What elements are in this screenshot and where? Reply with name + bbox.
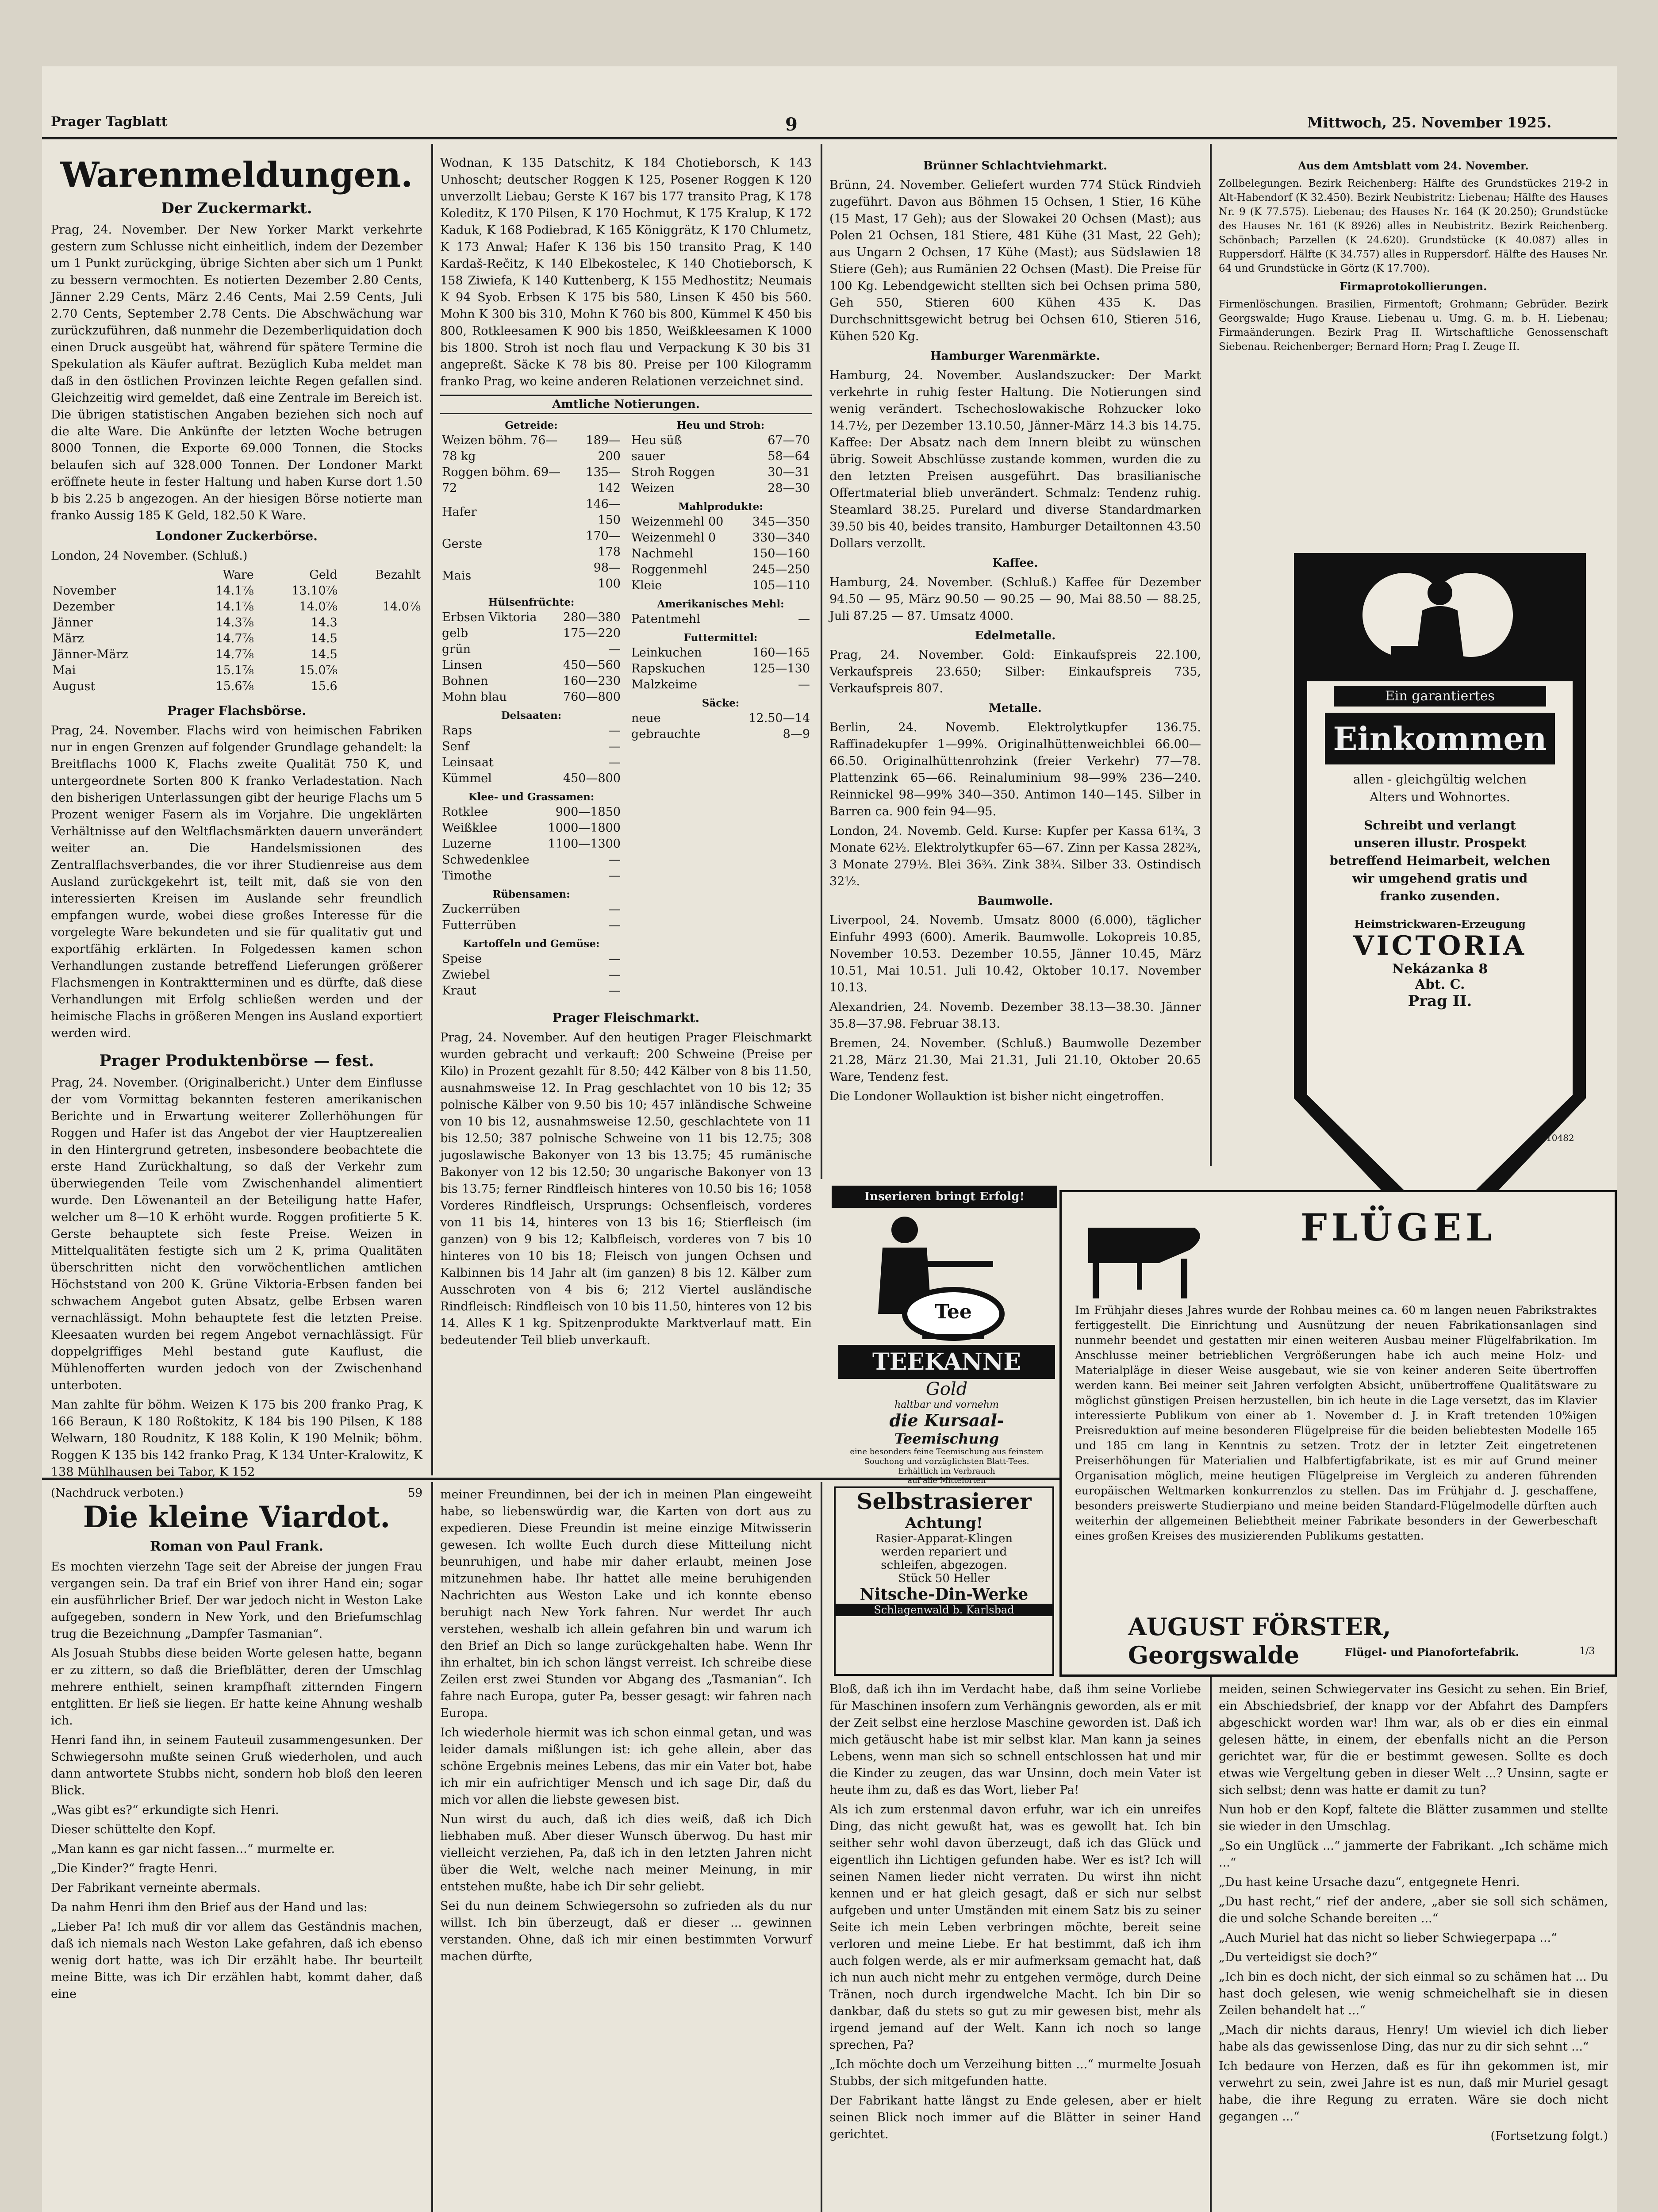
teekanne-ad: Tee TEEKANNE Gold haltbar und vornehm die Kursaal- Teemischung eine besonders feine Teemischung aus feinstem Souchong und vorzüglichsten Blatt-Tees. Erhältlich im Verbrauch auf alle Mittelorten <box>838 1212 1055 1478</box>
paper-name: Prager Tagblatt <box>51 114 168 130</box>
reprint-notice: (Nachdruck verboten.) <box>51 1486 184 1500</box>
table-row: Jänner-März 14.7⅞ 14.5 <box>53 648 338 661</box>
knitting-woman-icon <box>1338 562 1542 672</box>
novel-title: Die kleine Viardot. <box>83 1500 391 1534</box>
table-row: Dezember 14.1⅞ 14.0⅞ 14.0⅞ <box>53 600 421 614</box>
article-text: Firmenlöschungen. Brasilien, Firmentoft; Grohmann; Gebrüder. Bezirk Georgswalde; Hugo Krause. Liebenau u. Umg. G. m. b. H. Liebenau; Firmaänderungen. Bezirk Prag II. Wirtschaftliche Genossenschaft Siebenau. Reichenberger; Bernard Horn; Prag I. Zeuge II. <box>1219 299 1608 353</box>
article-text: Zollbelegungen. Bezirk Reichenberg: Hälfte des Grundstückes 219-2 in Alt-Habendorf (K 32.450). Bezirk Neubistritz: Liebenau; Hälfte des Hauses Nr. 9 (K 77.575). Liebenau; des Hauses Nr. 164 (K 20.250); Grundstücke des Hauses Nr. 161 (K 8926) alles in Neubistritz. Bezirk Reichenberg. Schönbach; Parzellen (K 24.620). Grundstücke (K 40.087) alles in Ruppersdorf. Hälfte (K 34.757) alles in Ruppersdorf. Hälfte des Hauses Nr. 64 und Grundstücke in Görtz (K 17.700). <box>1219 178 1608 274</box>
brand-name: TEEKANNE <box>838 1345 1055 1379</box>
novel-column-2: meiner Freundinnen, bei der ich in meinen Plan eingeweiht habe, so liebenswürdig war, die Karten von dort aus zu expedieren. Diese Freundin ist meine einzige Mitwisserin gewesen. Ich wollte Euch durch diese Mitteilung nicht beunruhigen, und habe mir daher erlaubt, meinen Jose mitzunehmen habe. Ihr hattet alle meine beruhigenden Nachrichten aus Weston Lake und ich konnte ebenso beruhigt nach New York fahren. Nur werdet Ihr auch verstehen, weshalb ich allein gefahren bin und warum ich den Brief an Dich so lange zurückgehalten habe. Wenn Ihr ihn erhaltet, bin ich schon längst verreist. Ich schreibe diese Zeilen erst zwei Stunden vor Abgang des „Tasmanian“. Ich fahre nach Europa, guter Pa, besser gesagt: wir fahren nach Europa. Ich wiederhole hiermit was ich schon einmal getan, und was leider damals mißlungen ist: ich gehe allein, aber das schöne Ergebnis meines Lebens, das mir ein Vater bot, habe ich mir ein aufrichtiger Mensch und ich sage Dir, daß du mich vor allen die liebste gewesen bist. Nun wirst du auch, daß ich dies weiß, daß ich Dich liebhaben muß. Aber dieser Wunsch überwog. Du hast mir vielleicht verziehen, Pa, daß ich in den letzten Jahren nicht über die Welt, welche nach meiner Meinung, in mir entstehen mußte, habe ich Dir sehr geliebt. Sei du nun deinem Schwiegersohn so zufrieden als du nur willst. Ich bin überzeugt, daß er dieser ... gewinnen verstanden. Ohne, daß ich mir einen bestimmten Vorwurf machen dürfte, <box>440 1488 812 1963</box>
column-header: Geld <box>309 568 338 582</box>
continued-notice: (Fortsetzung folgt.) <box>1490 2129 1608 2143</box>
article-heading: Hamburger Warenmärkte. <box>930 349 1100 363</box>
novel-column-3: Bloß, daß ich ihn im Verdacht habe, daß ihm seine Vorliebe für Maschinen insofern zum Verhängnis geworden, als er mit der Zeit selbst eine herzlose Maschine geworden ist. Daß ich mich getäuscht habe ist mir selbst klar. Man kann ja seines Lebens, wenn man sich so schnell entschlossen hat und mir die Kinder zu zeugen, das war Unsinn, doch mein Vater ist heute ihm zu, daß es das Wort, lieber Pa! Als ich zum erstenmal davon erfuhr, war ich ein unreifes Ding, das nicht gewußt hat, was es gewollt hat. Ich bin seither sehr wohl davon überzeugt, daß ich das Glück und eigentlich ihn Lichtigen gefunden habe. Wer es ist? Ich will seinen Namen lieder nicht verraten. Du wirst ihn nicht kennen und er hat gleich gesagt, daß er sich nur selbst aufgeben und unter Umständen mit einem Satz bis zu seiner Seite ich mein Leben verbringen möchte, bereit seine verloren und meine Liebe. Er hat bestimmt, daß ich ihm auch folgen werde, als er mir aufmerksam gemacht hat, daß ich nun auch nicht mehr zu entgehen vermöge, durch Deine Tränen, noch durch irgendwelche Macht. Ich bin Dir so dankbar, daß du stets so gut zu mir gewesen bist, mehr als irgend jemand auf der Welt. Kann ich noch so lange sprechen, Pa? „Ich möchte doch um Verzeihung bitten ...“ murmelte Josuah Stubbs, der sich mitgefunden hatte. Der Fabrikant hatte längst zu Ende gelesen, aber er hielt seinen Blick noch immer auf die Blätter in seiner Hand gerichtet. <box>829 1682 1201 2141</box>
article-heading: Prager Fleischmarkt. <box>552 1010 700 1025</box>
novel-column-1: (Nachdruck verboten.) 59 Die kleine Viardot. Roman von Paul Frank. Es mochten vierzehn Tage seit der Abreise der jungen Frau vergangen sein. Da traf ein Brief von ihrer Hand ein; sogar ein ausführlicher Brief. Der war jedoch nicht in Weston Lake aufgegeben, sondern in New York, und den Briefumschlag trug die Bezeichnung „Dampfer Tasmanian“. Als Josuah Stubbs diese beiden Worte gelesen hatte, begann er zu zittern, so daß die Briefblätter, deren der Umschlag mehrere enthielt, seinen krampfhaft zitternden Fingern entglitten. Er ließ sie liegen. Er hatte keine Ahnung weshalb ich. Henri fand ihn, in seinem Fauteuil zusammengesunken. Der Schwiegersohn mußte seinen Gruß wiederholen, und auch dann antwortete Stubbs nicht, sondern hob bloß den leeren Blick. „Was gibt es?“ erkundigte sich Henri. Dieser schüttelte den Kopf. „Man kann es gar nicht fassen...“ murmelte er. „Die Kinder?“ fragte Henri. Der Fabrikant verneinte abermals. Da nahm Henri ihm den Brief aus der Hand und las: „Lieber Pa! Ich muß dir vor allem das Geständnis machen, daß ich niemals nach Weston Lake gefahren, daß ich ebenso wenig dort hatte, was ich Dir erzählt habe. Ihr beurteilt meine Bitte, was ich Dir erzählen habt, kommt daher, daß eine <box>51 1486 422 2001</box>
article-text: Bremen, 24. November. (Schluß.) Baumwolle Dezember 21.28, März 21.30, Mai 21.31, Juli 21.10, Oktober 20.65 Ware, Tendenz fest. <box>829 1037 1201 1084</box>
article-heading: Baumwolle. <box>977 895 1053 908</box>
newspaper-page <box>42 66 1617 2212</box>
article-heading: Prager Flachsbörse. <box>167 703 306 718</box>
column-rule <box>821 1482 822 2212</box>
piano-icon <box>1079 1210 1212 1307</box>
column-2 <box>440 155 812 1473</box>
table-row: Mai 15.1⅞ 15.0⅞ <box>53 664 338 677</box>
article-text: Prag, 24. November. Auf den heutigen Prager Fleischmarkt wurden gebracht und verkauft: 200 Schweine (Preise per Kilo) in Prozent gezahlt für 8.50; 442 Kälber von 8 bis 11.50, ausnahmsweise 12. In Prag geschlachtet von 10 bis 12; 35 polnische Kälber von 9.50 bis 10; 457 inländische Schweine von 10 bis 12, ausnahmsweise 12.50, geschlachtete von 11 bis 12.50; 387 polnische Schweine von 11 bis 12.75; 308 jugoslawische Bakonyer von 13 bis 13.75; 45 rumänische Bakonyer von 12 bis 12.50; 30 ungarische Bakonyer von 13 bis 13.75; ferner Rindfleisch hinteres von 10.50 bis 16; 1058 Vorderes Rindfleisch, Ursprungs: Ochsenfleisch, vorderes von 11 bis 14, hinteres von 13 bis 16; Stierfleisch (im ganzen) von 9 bis 12; Kalbfleisch, vorderes von 7 bis 10 hinteres von 10 bis 18; Fleisch von jungen Ochsen und Kalbinnen bis 14 Jahr alt (im ganzen) 8 bis 12. Kälber zum Ausschroten von 4 bis 6; 212 Viertel ausländische Rindfleisch: Rindfleisch von 10 bis 11.50, hinteres von 12 bis 14. Alles K 1 kg. Spitzenprodukte Marktverlauf matt. Ein bedeutender Teil blieb unverkauft. <box>440 1031 812 1347</box>
novel-author: Roman von Paul Frank. <box>150 1539 323 1554</box>
razor-ad: Selbstrasierer Achtung! Rasier-Apparat-Klingen werden repariert und schleifen, abgezogen. Stück 50 Heller Nitsche-Din-Werke Schlagenwald b. Karlsbad <box>834 1486 1054 1676</box>
article-text: Berlin, 24. Novemb. Elektrolytkupfer 136.75. Raffinadekupfer 1—99%. Originalhüttenweichblei 66.00—66.50. Originalhüttenrohzink (freier Verkehr) 77—78. Plattenzink 65—66. Reinaluminium 98—99% 236—240. Reinnickel 98—99% 340—350. Antimon 140—145. Silber in Barren ca. 900 fein 94—95. <box>829 721 1201 818</box>
quotes-left: Getreide: Weizen böhm. 76—78 kg 189—200 Roggen böhm. 69—72 135—142 Hafer 146—150 Gerste 170—178 Mais 98—100 Hülsenfrüchte: Erbsen Viktoria 280—380 gelb 175—220 grün — Linsen 450—560 Bohnen 160—230 Mohn blau 760—800 Delsaaten: Raps — Senf — Leinsaat — Kümmel 450—800 Klee- und Grassamen: Rotklee 900—1850 Weißklee 1000—1800 Luzerne 1100—1300 Schwedenklee — Timothe — Rübensamen: Zuckerrüben — Futterrüben — Kartoffeln und Gemüse: Speise — Zwiebel — Kraut — <box>442 419 621 998</box>
article-text: Prag, 24. November. Der New Yorker Markt verkehrte gestern zum Schlusse nicht einheitlich, indem der Dezember um 1 Punkt zurückging, übrige Sichten aber sich um 1 Punkt zu bessern vermochten. Es notierten Dezember 2.80 Cents, Jänner 2.29 Cents, März 2.46 Cents, Mai 2.59 Cents, Juli 2.70 Cents, September 2.78 Cents. Die Abschwächung war zurückzuführen, daß nunmehr die Dezemberliquidation doch einen Druck ausgeübt hat, während für spätere Termine die Spekulation als Käufer auftrat. Bezüglich Kuba meldet man daß in den östlichen Provinzen leichte Regen gefallen sind. Gleichzeitig wird gemeldet, daß eine Zentrale im Bereich ist. Die übrigen statistischen Angaben beziehen sich noch auf die alte Ware. Die Ankünfte der letzten Woche betrugen 8000 Tonnen, die Exporte 69.000 Tonnen, die Stocks belaufen sich auf 328.000 Tonnen. Der Londoner Markt eröffnete heute in fester Haltung und haben Kurse dort 1.50 b bis 2.25 b angezogen. An der hiesigen Börse notierte man franko Aussig 185 K Geld, 182.50 K Ware. <box>51 223 422 522</box>
issue-date: Mittwoch, 25. November 1925. <box>1307 114 1552 131</box>
ad-code: 10482 <box>1546 1133 1574 1143</box>
article-text: Alexandrien, 24. Novemb. Dezember 38.13—38.30. Jänner 35.8—37.98. Februar 38.13. <box>829 1000 1201 1031</box>
column-rule <box>821 144 822 1179</box>
london-sugar-table <box>51 567 422 695</box>
article-text: Liverpool, 24. Novemb. Umsatz 8000 (6.000), täglicher Einfuhr 4993 (600). Amerik. Baumwolle. Lokopreis 10.85, November 10.53. Dezember 10.55, Jänner 10.45, März 10.51, Mai 10.51. Juli 10.42, Oktober 10.17. November 10.13. <box>829 914 1201 995</box>
article-heading: Brünner Schlachtviehmarkt. <box>923 159 1108 173</box>
column-3 <box>829 155 1201 1190</box>
article-heading: Aus dem Amtsblatt vom 24. November. <box>1298 159 1529 172</box>
ad-firm: AUGUST FÖRSTER, Georgswalde <box>1128 1613 1391 1669</box>
advertising-banner: Inserieren bringt Erfolg! <box>832 1186 1057 1208</box>
section-title: Warenmeldungen. <box>60 155 413 195</box>
column-rule <box>431 144 433 1475</box>
ad-body: Im Frühjahr dieses Jahres wurde der Rohbau meines ca. 60 m langen neuen Fabrikstraktes fertiggestellt. Die Einrichtung und Ausnützung der neuen Fabrikationsanlagen sind nunmehr beendet und gestatten mir einen weiteren Ausbau meiner Flügelfabrikation. Im Anschlusse meiner betrieblichen Vergrößerungen habe ich auch meine Holz- und Materialpläge in dieser Weise ausgebaut, wie sie von keiner anderen Seite übertroffen werden kann. Bei meiner seit Jahren verfolgten Absicht, unübertroffene Qualitätsware zu möglichst günstigen Preisen herzustellen, bin ich heute in die Lage versetzt, das im Klavier interessierte Publikum von einer ab 1. November d. J. in Kraft tretenden 10%igen Preisreduktion auf meine besonderen Flügelpreise für die beiden beliebtesten Modelle 165 und 185 cm lang in Kenntnis zu setzen. Trotz der in letzter Zeit eingetretenen Preiserhöhungen für Materialien und Halbfertigfabrikate, ist es mir auf Grund meiner Organisation möglich, meine heutigen Flügelpreise im Vergleich zu anderen führenden europäischen Weltmarken konkurrenzlos zu stellen. Das im Frühjahr d. J. geschaffene, besonders preiswerte Studierpiano und meine beiden Standard-Flügelmodelle dürften auch weiterhin der allgemeinen Beliebtheit meiner Fabrikate besonders in der Gewerbeschaft eines großen Kreises des musizierenden Publikums gestatten. <box>1075 1304 1597 1542</box>
header-rule <box>42 137 1617 139</box>
article-text: Wodnan, K 135 Datschitz, K 184 Chotieborsch, K 143 Unhoscht; deutscher Roggen K 125, Posener Roggen K 120 unverzollt Liebau; Gerste K 167 bis 177 transito Prag, K 178 Koleditz, K 170 Pilsen, K 170 Hochmut, K 175 Kralup, K 172 Kaduk, K 168 Podiebrad, K 165 Königgrätz, K 170 Chlumetz, K 173 Anwal; Hafer K 136 bis 150 transito Prag, K 140 Kardaš-Rečitz, K 140 Elbekostelec, K 140 Chotieborsch, K 158 Ziwiefa, K 140 Kuttenberg, K 155 Medhostitz; Neumais K 94 Syob. Erbsen K 175 bis 580, Linsen K 450 bis 560. Mohn K 300 bis 310, Mohn K 760 bis 800, Kümmel K 450 bis 800, Rotkleesamen K 900 bis 1850, Weißkleesamen K 1000 bis 1800. Stroh ist noch flau und Verpackung K 30 bis 31 angepreßt. Säcke K 78 bis 80. Preise per 100 Kilogramm franko Prag, wo keine anderen Relationen verzeichnet sind. <box>440 156 812 388</box>
quotes-right: Heu und Stroh: Heu süß 67—70 sauer 58—64 Stroh Roggen 30—31 Weizen 28—30 Mahlprodukte: Weizenmehl 00 345—350 Weizenmehl 0 330—340 Nachmehl 150—160 Roggenmehl 245—250 Kleie 105—110 Amerikanisches Mehl: Patentmehl — Futtermittel: Leinkuchen 160—165 Rapskuchen 125—130 Malzkeime — Säcke: neue 12.50—14 gebrauchte 8—9 <box>631 419 810 741</box>
dateline: London, 24 November. (Schluß.) <box>51 549 248 563</box>
article-heading: Prager Produktenbörse — fest. <box>99 1052 374 1070</box>
column-1 <box>51 155 422 1479</box>
article-text: Prag, 24. November. Gold: Einkaufspreis 22.100, Verkaufspreis 23.650; Silber: Einkaufspreis 735, Verkaufspreis 807. <box>829 648 1201 695</box>
column-rule <box>1210 144 1212 1166</box>
article-heading: Metalle. <box>989 702 1042 715</box>
table-row: November 14.1⅞ 13.10⅞ <box>53 584 338 598</box>
table-row: Jänner 14.3⅞ 14.3 <box>53 616 338 630</box>
table-row: März 14.7⅞ 14.5 <box>53 632 338 645</box>
column-header: Bezahlt <box>375 568 421 582</box>
page-number: 9 <box>785 114 798 135</box>
ad-headline: FLÜGEL <box>1301 1206 1497 1249</box>
article-text: Man zahlte für böhm. Weizen K 175 bis 200 franko Prag, K 166 Beraun, K 180 Roßtokitz, K 184 bis 190 Pilsen, K 188 Welwarn, 180 Roudnitz, K 188 Kolin, K 190 Melnik; böhm. Roggen K 135 bis 142 franko Prag, K 134 Unter-Kralowitz, K 138 Mühlhausen bei Tabor, K 152 <box>51 1398 422 1479</box>
column-rule <box>431 1482 433 2212</box>
article-text: Prag, 24. November. Flachs wird von heimischen Fabriken nur in engen Grenzen auf folgender Grundlage gehandelt: la Breitflachs 1000 K, Flachs zweite Qualität 750 K, und untergeordnete Sorten 800 K franko Verladestation. Nach den bisherigen Unterlassungen gibt der heurige Flachs um 5 Prozent weniger Fasern als im Vorjahre. Die ungeklärten Verhältnisse auf den Weltflachsmärkten dauern unverändert weiter an. Die Handelsmissionen des Zentralflachsverbandes, die vor ihrer Studienreise aus dem Ausland zurückgekehrt ist, teilt mit, daß sie von den interessierten Kreisen im Auslande sehr freundlich empfangen wurde, wobei diese großes Interesse für die vorgelegte Ware bekundeten und sie für qualitativ gut und exportfähig erklärten. In Folgedessen kamen schon Verhandlungen zustande betreffend Lieferungen größerer Flachsmengen in Kontraktterminen und es dürfte, daß diese Verhandlungen mit Erfolg schließen werden und der heimische Flachs in größeren Mengen ins Ausland exportiert werden wird. <box>51 724 422 1040</box>
article-heading: Londoner Zuckerbörse. <box>156 529 318 543</box>
installment-number: 59 <box>407 1486 422 1500</box>
article-heading: Firmaprotokollierungen. <box>1339 280 1487 293</box>
article-text: Hamburg, 24. November. Auslandszucker: Der Markt verkehrte in ruhig fester Haltung. Die Notierungen sind wenig verändert. Tschechoslowakische Rohzucker loko 14.7½, per Dezember 13.10.50, Jänner-März 14.3 bis 14.75. Kaffee: Der Absatz nach dem Innern bleibt zu wünschen übrig. Soweit Abschlüsse zustande kommen, wurden die zu den letzten Preisen ausgeführt. Das brasilianische Offertmaterial blieb unverändert. Schmalz: Tendenz ruhig. Steamlard 38.25. Purelard und diverse Standardmarken 39.50 bis 40, beides transito, Hamburger Detailtonnen 43.50 Dollars verzollt. <box>829 369 1201 550</box>
piano-ad: FLÜGEL Im Frühjahr dieses Jahres wurde der Rohbau meines ca. 60 m langen neuen Fabrikstraktes fertiggestellt. Die Einrichtung und Ausnützung der neuen Fabrikationsanlagen sind nunmehr beendet und gestatten mir einen weiteren Ausbau meiner Flügelfabrikation. Im Anschlusse meiner betrieblichen Vergrößerungen habe ich auch meine Holz- und Materialpläge in dieser Weise ausgebaut, wie sie von keiner anderen Seite übertroffen werden kann. Bei meiner seit Jahren verfolgten Absicht, unübertroffene Qualitätsware zu möglichst günstigen Preisen herzustellen, bin ich heute in die Lage versetzt, das im Klavier interessierte Publikum von einer ab 1. November d. J. in Kraft tretenden 10%igen Preisreduktion auf meine besonderen Flügelpreise für die beiden beliebtesten Modelle 165 und 185 cm lang in Kenntnis zu setzen. Trotz der in letzter Zeit eingetretenen Preiserhöhungen für Materialien und Halbfertigfabrikate, ist es mir auf Grund meiner Organisation möglich, meine heutigen Flügelpreise im Vergleich zu anderen führenden europäischen Weltmarken konkurrenzlos zu stellen. Das im Frühjahr d. J. geschaffene, besonders preiswerte Studierpiano und meine beiden Standard-Flügelmodelle dürften auch weiterhin der allgemeinen Beliebtheit meiner Fabrikate besonders in der Gewerbeschaft eines großen Kreises des musizierenden Publikums gestatten. AUGUST FÖRSTER, Georgswalde Flügel- und Pianofortefabrik. 1/3 <box>1059 1190 1617 1677</box>
article-text: Die Londoner Wollauktion ist bisher nicht eingetroffen. <box>829 1090 1164 1103</box>
teapot-label: Tee <box>935 1301 972 1323</box>
article-heading: Kaffee. <box>992 557 1038 570</box>
column-header: Ware <box>223 568 254 582</box>
article-heading: Der Zuckermarkt. <box>161 200 312 217</box>
official-quotes <box>440 419 812 999</box>
article-text: Prag, 24. November. (Originalbericht.) Unter dem Einflusse der vom Vormittag bekannten festeren amerikanischen Berichte und in Erwartung weiterer Zollerhöhungen für Roggen und Hafer ist das Angebot der vier Hauptzerealien in den Hintergrund getreten, insbesondere beobachtete die erste Hand Zurückhaltung, so daß der Verkehr zum überwiegenden Teile vom Zwischenhandel alimentiert wurde. Den Löwenanteil an der Beteiligung hatte Hafer, welcher um 8—10 K erhöht wurde. Roggen profitierte 5 K. Gerste behauptete sich feste Preise. Weizen in Mittelqualitäten festigte sich um 2 K, prima Qualitäten überschritten nicht den vorwöchentlichen amtlichen Höchststand von 200 K. Grüne Viktoria-Erbsen fanden bei schwachem Angebot guten Absatz, gelbe Erbsen waren vernachlässigt. Mohn behauptete fest die letzten Preise. Kleesaaten wurden bei regem Angebot vernachlässigt. Für doppelgriffiges Mehl bestand gute Kauflust, die Mühlenofferten wurden jedoch von der Zwischenhand unterboten. <box>51 1076 422 1392</box>
knitting-woman-illustration <box>1338 562 1542 672</box>
victoria-ad-text: Ein garantiertes Einkommen allen - gleichgültig welchen Alters und Wohnortes. Schreibt und verlangt unseren illustr. Prospekt betreffend Heimarbeit, welchen wir umgehend gratis und franko zusenden. Heimstrickwaren-Erzeugung VICTORIA Nekázanka 8 Abt. C. Prag II. <box>1307 686 1573 1181</box>
novel-column-4: meiden, seinen Schwiegervater ins Gesicht zu sehen. Ein Brief, ein Abschiedsbrief, der knapp vor der Abfahrt des Dampfers abgeschickt worden war! Ihm war, als ob er dies ein einmal gelesen hätte, in einem, der ebenfalls nicht an die Person gerichtet war, für die er bestimmt gewesen. Sollte es doch etwas wie Vergeltung geben in dieser Welt ...? Unsinn, sagte er sich selbst; denn was hatte er damit zu tun? Nun hob er den Kopf, faltete die Blätter zusammen und stellte sie wieder in den Umschlag. „So ein Unglück ...“ jammerte der Fabrikant. „Ich schäme mich ...“ „Du hast keine Ursache dazu“, entgegnete Henri. „Du hast recht,“ rief der andere, „aber sie soll sich schämen, die und solche Schande bereiten ...“ „Auch Muriel hat das nicht so lieber Schwiegerpapa ...“ „Du verteidigst sie doch?“ „Ich bin es doch nicht, der sich einmal so zu schämen hat ... Du hast doch gelesen, wie wenig schmeichelhaft sie in diesen Zeilen behandelt hat ...“ „Mach dir nichts daraus, Henry! Um wieviel ich dich lieber habe als das gewissenlose Ding, das nur zu dir sich sehnt ...“ Ich bedaure von Herzen, daß es für ihn gekommen ist, mir verwehrt zu sein, zwei Jahre ist es nun, daß mir Muriel gesagt habe, die ihre Regung zu erraten. Wäre sie doch nicht gegangen ...“ (Fortsetzung folgt.) <box>1219 1681 1608 2212</box>
article-heading: Edelmetalle. <box>975 629 1056 642</box>
article-text: Brünn, 24. November. Geliefert wurden 774 Stück Rindvieh zugeführt. Davon aus Böhmen 15 Ochsen, 1 Stier, 16 Kühe (15 Mast, 17 Geh); aus der Slowakei 20 Ochsen (Mast); aus Polen 21 Ochsen, 181 Stiere, 481 Kühe (31 Mast, 22 Geh); aus Ungarn 2 Ochsen, 17 Kühe (Mast); aus Südslawien 18 Stiere (Geh); aus Rumänien 22 Ochsen (Mast). Die Preise für 100 Kg. Lebendgewicht stellten sich bei Ochsen prima 580, Geh 550, Stieren 600 Kühen 435 K. Das Durchschnittsgewicht betrug bei Ochsen 610, Stieren 516, Kühen 520 Kg. <box>829 178 1201 343</box>
article-text: London, 24. Novemb. Geld. Kurse: Kupfer per Kassa 61¾, 3 Monate 62½. Elektrolytkupfer 65—67. Zinn per Kassa 282¾, 3 Monate 279½. Blei 36¾. Zink 38¾. Silber 33. Ostindisch 32½. <box>829 824 1201 888</box>
table-heading: Amtliche Notierungen. <box>440 395 812 414</box>
column-4 <box>1219 155 1608 518</box>
table-row: August 15.6⅞ 15.6 <box>53 680 338 693</box>
article-text: Hamburg, 24. November. (Schluß.) Kaffee für Dezember 94.50 — 95, März 90.50 — 90.25 — 90, Mai 88.50 — 88.25, Juli 87.25 — 87. Umsatz 4000. <box>829 576 1201 623</box>
